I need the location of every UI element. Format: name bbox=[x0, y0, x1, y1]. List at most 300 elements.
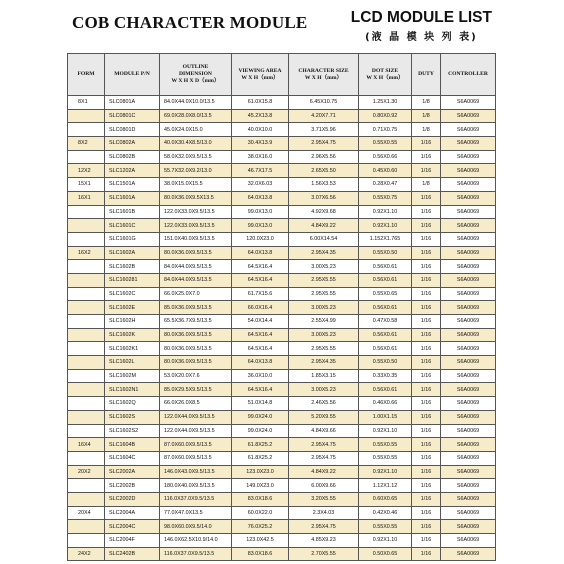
cell-controller: S6A0069 bbox=[441, 301, 496, 315]
cell-duty: 1/16 bbox=[412, 479, 441, 493]
table-row bbox=[68, 369, 496, 383]
cell-outline-dimension: 122.0X33.0X9.5/13.5 bbox=[160, 219, 232, 233]
table-row bbox=[68, 492, 496, 506]
header-viewing-area: VIEWING AREA W X H（mm） bbox=[232, 54, 289, 96]
cell-character-size: 2.95X4.75 bbox=[289, 451, 359, 465]
cell-dot-size: 1.00X1.15 bbox=[359, 410, 412, 424]
cell-controller: S6A0069 bbox=[441, 410, 496, 424]
cell-viewing-area: 51.0X14.8 bbox=[232, 397, 289, 411]
cell-viewing-area: 123.0X42.5 bbox=[232, 534, 289, 548]
cell-character-size: 3.00X5.23 bbox=[289, 260, 359, 274]
cell-controller: S6A0069 bbox=[441, 164, 496, 178]
cell-controller: S6A0069 bbox=[441, 369, 496, 383]
header-form: FORM bbox=[68, 54, 105, 96]
table-row bbox=[68, 438, 496, 452]
cell-form bbox=[68, 451, 105, 465]
cell-character-size: 3.00X5.23 bbox=[289, 383, 359, 397]
cell-controller: S6A0069 bbox=[441, 479, 496, 493]
table-row bbox=[68, 164, 496, 178]
cell-module: SLC1602K bbox=[105, 328, 160, 342]
cell-viewing-area: 99.0X13.0 bbox=[232, 219, 289, 233]
cell-outline-dimension: 85.0X36.0X9.5/13.5 bbox=[160, 301, 232, 315]
cell-duty: 1/16 bbox=[412, 301, 441, 315]
cell-viewing-area: 64.0X13.8 bbox=[232, 191, 289, 205]
cell-form: 8X1 bbox=[68, 96, 105, 110]
cell-character-size: 2.95X5.55 bbox=[289, 342, 359, 356]
cell-module: SLC1604C bbox=[105, 451, 160, 465]
cell-viewing-area: 64.5X16.4 bbox=[232, 273, 289, 287]
table-row bbox=[68, 178, 496, 192]
cell-module: SLC0802A bbox=[105, 137, 160, 151]
cell-controller: S6A0069 bbox=[441, 492, 496, 506]
cell-outline-dimension: 122.0X44.0X9.5/13.5 bbox=[160, 424, 232, 438]
cell-character-size: 3.71X5.96 bbox=[289, 123, 359, 137]
cell-viewing-area: 99.0X24.0 bbox=[232, 410, 289, 424]
cell-dot-size: 0.56X0.61 bbox=[359, 260, 412, 274]
cell-dot-size: 0.55X0.75 bbox=[359, 191, 412, 205]
cell-controller: S6A0069 bbox=[441, 547, 496, 561]
cell-form bbox=[68, 205, 105, 219]
cell-form bbox=[68, 219, 105, 233]
cell-controller: S6A0069 bbox=[441, 273, 496, 287]
table-row bbox=[68, 273, 496, 287]
cell-dot-size: 0.50X0.65 bbox=[359, 547, 412, 561]
cell-character-size: 4.84X9.66 bbox=[289, 424, 359, 438]
cell-module: SLC0801A bbox=[105, 96, 160, 110]
cell-dot-size: 0.60X0.65 bbox=[359, 492, 412, 506]
cell-form bbox=[68, 356, 105, 370]
cell-form: 16X1 bbox=[68, 191, 105, 205]
cell-duty: 1/16 bbox=[412, 246, 441, 260]
cell-viewing-area: 46.7X17.5 bbox=[232, 164, 289, 178]
cell-form bbox=[68, 369, 105, 383]
cell-viewing-area: 64.0X13.8 bbox=[232, 356, 289, 370]
cell-outline-dimension: 84.0X44.0X9.5/13.5 bbox=[160, 260, 232, 274]
page-title: COB CHARACTER MODULE bbox=[72, 13, 308, 32]
cell-module: SLC1501A bbox=[105, 178, 160, 192]
cell-outline-dimension: 80.0X36.0X9.5X13.5 bbox=[160, 191, 232, 205]
cell-dot-size: 0.92X1.10 bbox=[359, 205, 412, 219]
cell-controller: S6A0069 bbox=[441, 219, 496, 233]
cell-module: SLC2002D bbox=[105, 492, 160, 506]
cell-viewing-area: 61.0X15.8 bbox=[232, 96, 289, 110]
cell-character-size: 6.45X10.75 bbox=[289, 96, 359, 110]
cell-form: 8X2 bbox=[68, 137, 105, 151]
table-row bbox=[68, 520, 496, 534]
cell-controller: S6A0069 bbox=[441, 397, 496, 411]
header-controller: CONTROLLER bbox=[441, 54, 496, 96]
table-row bbox=[68, 451, 496, 465]
cell-module: SLC1601G bbox=[105, 232, 160, 246]
cell-dot-size: 0.56X0.61 bbox=[359, 301, 412, 315]
cell-controller: S6A0069 bbox=[441, 356, 496, 370]
cell-duty: 1/16 bbox=[412, 328, 441, 342]
cell-outline-dimension: 53.0X20.0X7.6 bbox=[160, 369, 232, 383]
table-row bbox=[68, 301, 496, 315]
cell-viewing-area: 64.5X16.4 bbox=[232, 260, 289, 274]
cell-controller: S6A0069 bbox=[441, 109, 496, 123]
cell-module: SLC1202A bbox=[105, 164, 160, 178]
table-row bbox=[68, 205, 496, 219]
cell-form bbox=[68, 301, 105, 315]
cell-outline-dimension: 45.0X24.0X15.0 bbox=[160, 123, 232, 137]
cell-duty: 1/16 bbox=[412, 150, 441, 164]
cell-form bbox=[68, 410, 105, 424]
header-character-size: CHARACTER SIZE W X H（mm） bbox=[289, 54, 359, 96]
cell-outline-dimension: 84.0X44.0X9.5/13.5 bbox=[160, 273, 232, 287]
cell-controller: S6A0069 bbox=[441, 506, 496, 520]
cell-outline-dimension: 66.0X25.0X7.0 bbox=[160, 287, 232, 301]
cell-duty: 1/8 bbox=[412, 178, 441, 192]
cell-dot-size: 0.55X0.65 bbox=[359, 287, 412, 301]
cell-module: SLC1602A bbox=[105, 246, 160, 260]
cell-controller: S6A0069 bbox=[441, 383, 496, 397]
cell-viewing-area: 32.0X6.03 bbox=[232, 178, 289, 192]
cell-module: SLC2004F bbox=[105, 534, 160, 548]
cell-form bbox=[68, 424, 105, 438]
cell-duty: 1/16 bbox=[412, 506, 441, 520]
cell-character-size: 2.95X4.75 bbox=[289, 137, 359, 151]
cell-duty: 1/16 bbox=[412, 342, 441, 356]
list-subtitle: (液 晶 模 块 列 表) bbox=[365, 32, 478, 43]
cell-character-size: 4.84X9.22 bbox=[289, 219, 359, 233]
cell-module: SLC2002B bbox=[105, 479, 160, 493]
table-row bbox=[68, 287, 496, 301]
table-row bbox=[68, 219, 496, 233]
cell-dot-size: 0.47X0.58 bbox=[359, 315, 412, 329]
cell-outline-dimension: 151.0X40.0X9.5/13.5 bbox=[160, 232, 232, 246]
cell-module: SLC160281 bbox=[105, 273, 160, 287]
cell-duty: 1/16 bbox=[412, 232, 441, 246]
cell-form bbox=[68, 287, 105, 301]
cell-outline-dimension: 116.0X37.0X9.5/13.5 bbox=[160, 492, 232, 506]
cell-viewing-area: 120.0X23.0 bbox=[232, 232, 289, 246]
cell-outline-dimension: 69.0X28.0X8.0/13.5 bbox=[160, 109, 232, 123]
cell-dot-size: 0.56X0.61 bbox=[359, 383, 412, 397]
cell-duty: 1/16 bbox=[412, 164, 441, 178]
cell-duty: 1/16 bbox=[412, 137, 441, 151]
cell-character-size: 2.95X4.35 bbox=[289, 246, 359, 260]
cell-duty: 1/16 bbox=[412, 492, 441, 506]
cell-module: SLC1601B bbox=[105, 205, 160, 219]
cell-character-size: 4.20X7.71 bbox=[289, 109, 359, 123]
cell-character-size: 4.84X9.22 bbox=[289, 465, 359, 479]
table-row bbox=[68, 315, 496, 329]
cell-outline-dimension: 85.0X29.5X9.5/13.5 bbox=[160, 383, 232, 397]
cell-dot-size: 1.25X1.30 bbox=[359, 96, 412, 110]
cell-dot-size: 0.55X0.50 bbox=[359, 246, 412, 260]
cell-duty: 1/16 bbox=[412, 219, 441, 233]
cell-outline-dimension: 80.0X36.0X9.5/13.5 bbox=[160, 246, 232, 260]
cell-character-size: 2.96X5.56 bbox=[289, 150, 359, 164]
cell-controller: S6A0069 bbox=[441, 287, 496, 301]
header-outline: OUTLINE DIMENSION W X H X D（mm） bbox=[160, 54, 232, 96]
cell-outline-dimension: 66.0X26.0X8.5 bbox=[160, 397, 232, 411]
cell-module: SLC1602M bbox=[105, 369, 160, 383]
cell-controller: S6A0069 bbox=[441, 178, 496, 192]
cell-duty: 1/16 bbox=[412, 273, 441, 287]
cell-dot-size: 0.55X0.55 bbox=[359, 137, 412, 151]
cell-module: SLC2002A bbox=[105, 465, 160, 479]
cell-duty: 1/16 bbox=[412, 451, 441, 465]
table-row bbox=[68, 465, 496, 479]
cell-controller: S6A0069 bbox=[441, 96, 496, 110]
cell-viewing-area: 83.0X18.6 bbox=[232, 547, 289, 561]
table-header-row bbox=[68, 54, 496, 96]
cell-viewing-area: 61.8X25.2 bbox=[232, 451, 289, 465]
cell-viewing-area: 30.4X13.9 bbox=[232, 137, 289, 151]
cell-dot-size: 0.55X0.55 bbox=[359, 520, 412, 534]
cell-duty: 1/16 bbox=[412, 465, 441, 479]
cell-character-size: 2.95X5.55 bbox=[289, 287, 359, 301]
cell-controller: S6A0069 bbox=[441, 205, 496, 219]
cell-dot-size: 0.80X0.92 bbox=[359, 109, 412, 123]
cell-outline-dimension: 87.0X60.0X9.5/13.5 bbox=[160, 451, 232, 465]
table-row bbox=[68, 109, 496, 123]
cell-form: 20X4 bbox=[68, 506, 105, 520]
cell-form bbox=[68, 520, 105, 534]
cell-outline-dimension: 80.0X36.0X9.5/13.5 bbox=[160, 356, 232, 370]
cell-viewing-area: 40.0X10.0 bbox=[232, 123, 289, 137]
table-row bbox=[68, 246, 496, 260]
cell-outline-dimension: 40.0X30.4X8.5/13.0 bbox=[160, 137, 232, 151]
cell-duty: 1/16 bbox=[412, 287, 441, 301]
cell-character-size: 2.46X5.56 bbox=[289, 397, 359, 411]
cell-controller: S6A0069 bbox=[441, 137, 496, 151]
cell-outline-dimension: 146.0X43.0X9.5/13.5 bbox=[160, 465, 232, 479]
cell-dot-size: 0.45X0.60 bbox=[359, 164, 412, 178]
cell-controller: S6A0069 bbox=[441, 520, 496, 534]
cell-dot-size: 0.92X1.10 bbox=[359, 465, 412, 479]
cell-character-size: 3.00X5.23 bbox=[289, 301, 359, 315]
cell-outline-dimension: 80.0X36.0X9.5/13.5 bbox=[160, 342, 232, 356]
cell-form: 20X2 bbox=[68, 465, 105, 479]
cell-duty: 1/8 bbox=[412, 109, 441, 123]
cell-character-size: 4.92X9.68 bbox=[289, 205, 359, 219]
cell-module: SLC0801D bbox=[105, 123, 160, 137]
cell-dot-size: 0.28X0.47 bbox=[359, 178, 412, 192]
cell-duty: 1/8 bbox=[412, 96, 441, 110]
cell-duty: 1/16 bbox=[412, 191, 441, 205]
cell-character-size: 1.85X3.15 bbox=[289, 369, 359, 383]
cell-form bbox=[68, 109, 105, 123]
cell-character-size: 3.20X5.55 bbox=[289, 492, 359, 506]
cell-form bbox=[68, 260, 105, 274]
cell-duty: 1/16 bbox=[412, 369, 441, 383]
cell-module: SLC1602L bbox=[105, 356, 160, 370]
table-row bbox=[68, 150, 496, 164]
cell-duty: 1/8 bbox=[412, 123, 441, 137]
cell-duty: 1/16 bbox=[412, 205, 441, 219]
table-row bbox=[68, 342, 496, 356]
cell-module: SLC2402B bbox=[105, 547, 160, 561]
cell-viewing-area: 36.0X10.0 bbox=[232, 369, 289, 383]
cell-viewing-area: 149.0X23.0 bbox=[232, 479, 289, 493]
cell-viewing-area: 54.0X14.4 bbox=[232, 315, 289, 329]
table-row bbox=[68, 356, 496, 370]
cell-outline-dimension: 98.0X60.0X9.5/14.0 bbox=[160, 520, 232, 534]
cell-viewing-area: 99.0X13.0 bbox=[232, 205, 289, 219]
cell-viewing-area: 61.7X15.6 bbox=[232, 287, 289, 301]
cell-form bbox=[68, 479, 105, 493]
cell-module: SLC1604B bbox=[105, 438, 160, 452]
list-title: LCD MODULE LIST bbox=[350, 9, 492, 26]
cell-dot-size: 0.92X1.10 bbox=[359, 424, 412, 438]
table-row bbox=[68, 397, 496, 411]
table-row bbox=[68, 137, 496, 151]
cell-character-size: 2.3X4.03 bbox=[289, 506, 359, 520]
cell-character-size: 6.00X9.66 bbox=[289, 479, 359, 493]
cell-module: SLC1602N1 bbox=[105, 383, 160, 397]
cell-character-size: 4.85X9.23 bbox=[289, 534, 359, 548]
cell-controller: S6A0069 bbox=[441, 534, 496, 548]
cell-module: SLC1602Q bbox=[105, 397, 160, 411]
cell-controller: S6A0069 bbox=[441, 315, 496, 329]
cell-module: SLC1602S2 bbox=[105, 424, 160, 438]
cell-controller: S6A0069 bbox=[441, 246, 496, 260]
cell-character-size: 3.07X6.56 bbox=[289, 191, 359, 205]
cell-controller: S6A0069 bbox=[441, 123, 496, 137]
cell-viewing-area: 64.5X16.4 bbox=[232, 383, 289, 397]
cell-controller: S6A0069 bbox=[441, 191, 496, 205]
cell-duty: 1/16 bbox=[412, 547, 441, 561]
header-duty: DUTY bbox=[412, 54, 441, 96]
table-row bbox=[68, 191, 496, 205]
table-row bbox=[68, 328, 496, 342]
cell-character-size: 2.95X4.35 bbox=[289, 356, 359, 370]
cell-duty: 1/16 bbox=[412, 356, 441, 370]
cell-dot-size: 0.55X0.50 bbox=[359, 356, 412, 370]
cell-viewing-area: 83.0X18.6 bbox=[232, 492, 289, 506]
cell-controller: S6A0069 bbox=[441, 260, 496, 274]
cell-character-size: 1.56X3.53 bbox=[289, 178, 359, 192]
cell-dot-size: 0.71X0.75 bbox=[359, 123, 412, 137]
table-row bbox=[68, 232, 496, 246]
table-row bbox=[68, 96, 496, 110]
cell-module: SLC0801C bbox=[105, 109, 160, 123]
table-row bbox=[68, 534, 496, 548]
cell-controller: S6A0069 bbox=[441, 424, 496, 438]
cell-viewing-area: 60.0X22.0 bbox=[232, 506, 289, 520]
cell-controller: S6A0069 bbox=[441, 150, 496, 164]
cell-dot-size: 0.42X0.46 bbox=[359, 506, 412, 520]
cell-character-size: 2.55X4.99 bbox=[289, 315, 359, 329]
cell-outline-dimension: 80.0X36.0X9.5/13.5 bbox=[160, 328, 232, 342]
cell-module: SLC2004A bbox=[105, 506, 160, 520]
cell-viewing-area: 99.0X24.0 bbox=[232, 424, 289, 438]
cell-duty: 1/16 bbox=[412, 438, 441, 452]
table-row bbox=[68, 383, 496, 397]
cell-dot-size: 0.92X1.10 bbox=[359, 534, 412, 548]
cell-viewing-area: 66.0X16.4 bbox=[232, 301, 289, 315]
cell-viewing-area: 64.5X16.4 bbox=[232, 328, 289, 342]
cell-dot-size: 0.56X0.61 bbox=[359, 328, 412, 342]
table-row bbox=[68, 260, 496, 274]
table-row bbox=[68, 547, 496, 561]
cell-outline-dimension: 180.0X40.0X9.5/13.5 bbox=[160, 479, 232, 493]
cell-form bbox=[68, 123, 105, 137]
cell-dot-size: 0.56X0.61 bbox=[359, 273, 412, 287]
table-row bbox=[68, 410, 496, 424]
cell-module: SLC1602E bbox=[105, 301, 160, 315]
cell-outline-dimension: 77.0X47.0X13.5 bbox=[160, 506, 232, 520]
cell-dot-size: 0.56X0.61 bbox=[359, 342, 412, 356]
cell-character-size: 5.20X9.55 bbox=[289, 410, 359, 424]
cell-form bbox=[68, 232, 105, 246]
cell-form bbox=[68, 273, 105, 287]
cell-dot-size: 0.33X0.35 bbox=[359, 369, 412, 383]
cell-form bbox=[68, 342, 105, 356]
cell-viewing-area: 64.0X13.8 bbox=[232, 246, 289, 260]
cell-form bbox=[68, 150, 105, 164]
cell-duty: 1/16 bbox=[412, 315, 441, 329]
cell-duty: 1/16 bbox=[412, 424, 441, 438]
module-table bbox=[67, 53, 496, 561]
cell-form bbox=[68, 397, 105, 411]
cell-form: 16X2 bbox=[68, 246, 105, 260]
cell-viewing-area: 123.0X23.0 bbox=[232, 465, 289, 479]
cell-dot-size: 1.152X1.765 bbox=[359, 232, 412, 246]
cell-form bbox=[68, 315, 105, 329]
table-row bbox=[68, 424, 496, 438]
cell-duty: 1/16 bbox=[412, 520, 441, 534]
cell-dot-size: 1.12X1.12 bbox=[359, 479, 412, 493]
table-row bbox=[68, 506, 496, 520]
cell-form bbox=[68, 328, 105, 342]
cell-duty: 1/16 bbox=[412, 397, 441, 411]
cell-viewing-area: 45.2X13.8 bbox=[232, 109, 289, 123]
cell-character-size: 2.95X5.55 bbox=[289, 273, 359, 287]
cell-controller: S6A0069 bbox=[441, 342, 496, 356]
cell-outline-dimension: 122.0X44.0X9.5/13.5 bbox=[160, 410, 232, 424]
cell-module: SLC1602S bbox=[105, 410, 160, 424]
cell-form: 16X4 bbox=[68, 438, 105, 452]
cell-dot-size: 0.92X1.10 bbox=[359, 219, 412, 233]
cell-form bbox=[68, 492, 105, 506]
cell-module: SLC2004C bbox=[105, 520, 160, 534]
cell-module: SLC1602K1 bbox=[105, 342, 160, 356]
header-module: MODULE P/N bbox=[105, 54, 160, 96]
cell-viewing-area: 38.0X16.0 bbox=[232, 150, 289, 164]
table-body bbox=[68, 96, 496, 561]
cell-duty: 1/16 bbox=[412, 260, 441, 274]
cell-controller: S6A0069 bbox=[441, 451, 496, 465]
cell-character-size: 2.95X4.75 bbox=[289, 520, 359, 534]
cell-viewing-area: 64.5X16.4 bbox=[232, 342, 289, 356]
cell-module: SLC0802B bbox=[105, 150, 160, 164]
cell-outline-dimension: 116.0X37.0X9.5/13.5 bbox=[160, 547, 232, 561]
cell-viewing-area: 76.0X25.2 bbox=[232, 520, 289, 534]
cell-character-size: 2.70X5.55 bbox=[289, 547, 359, 561]
cell-form bbox=[68, 383, 105, 397]
cell-viewing-area: 61.8X25.2 bbox=[232, 438, 289, 452]
cell-duty: 1/16 bbox=[412, 410, 441, 424]
cell-outline-dimension: 87.0X60.0X9.5/13.5 bbox=[160, 438, 232, 452]
cell-dot-size: 0.56X0.66 bbox=[359, 150, 412, 164]
cell-outline-dimension: 146.0X62.5X10.9/14.0 bbox=[160, 534, 232, 548]
header-dot-size: DOT SIZE W X H（mm） bbox=[359, 54, 412, 96]
cell-controller: S6A0069 bbox=[441, 328, 496, 342]
cell-character-size: 2.65X5.50 bbox=[289, 164, 359, 178]
cell-dot-size: 0.55X0.55 bbox=[359, 451, 412, 465]
cell-duty: 1/16 bbox=[412, 534, 441, 548]
cell-module: SLC1601C bbox=[105, 219, 160, 233]
cell-outline-dimension: 58.0X32.0X9.5/13.5 bbox=[160, 150, 232, 164]
cell-dot-size: 0.46X0.66 bbox=[359, 397, 412, 411]
cell-character-size: 6.00X14.54 bbox=[289, 232, 359, 246]
cell-controller: S6A0069 bbox=[441, 232, 496, 246]
cell-form: 12X2 bbox=[68, 164, 105, 178]
